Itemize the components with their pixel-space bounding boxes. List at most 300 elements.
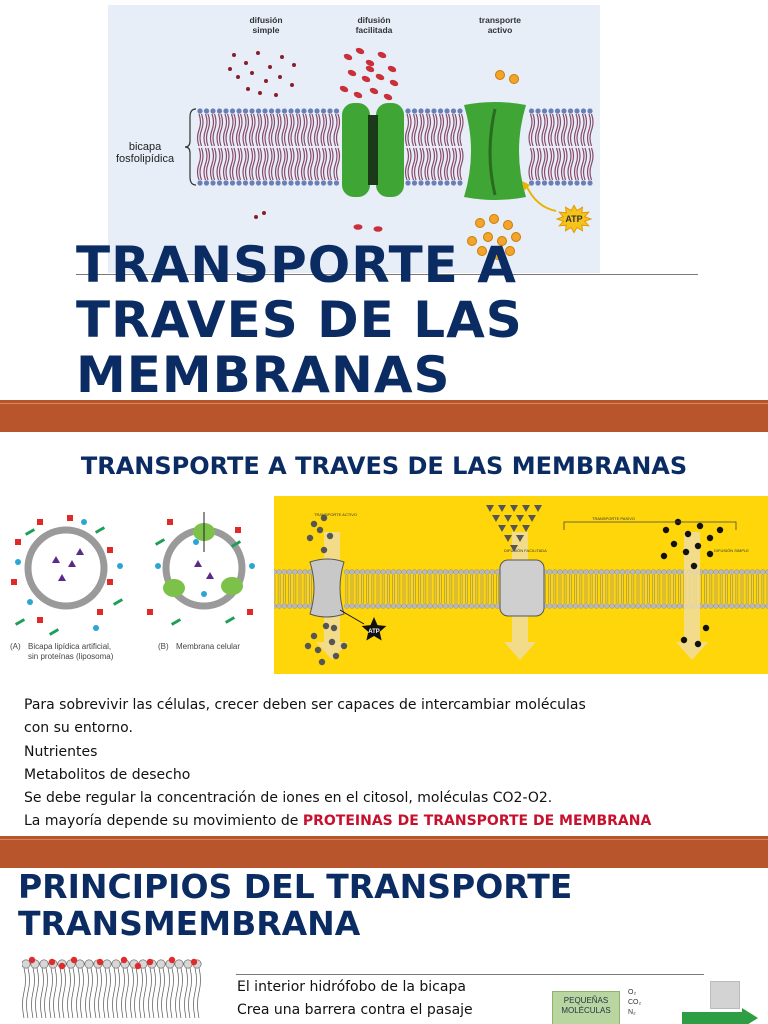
gas-n2: N₂ bbox=[628, 1009, 636, 1016]
lipid-head bbox=[412, 108, 417, 113]
small-molecules-box bbox=[552, 991, 620, 1024]
lipid-head bbox=[714, 604, 719, 609]
lipid-head bbox=[282, 604, 287, 609]
lipid-head bbox=[555, 180, 560, 185]
simple-molecule bbox=[244, 61, 248, 65]
lipid-tail bbox=[167, 968, 174, 1018]
lipid-head bbox=[157, 960, 165, 968]
lipid-tail bbox=[606, 575, 608, 603]
lipid-head bbox=[277, 570, 282, 575]
solute-triangle bbox=[498, 505, 506, 512]
lipid-head bbox=[708, 570, 713, 575]
membrane-transport-figure bbox=[108, 5, 600, 273]
lipid-tail bbox=[278, 575, 280, 603]
lipid-tail bbox=[412, 114, 418, 146]
lipid-tail bbox=[575, 148, 581, 180]
polar-group bbox=[49, 959, 55, 965]
lipid-tail bbox=[104, 968, 111, 1018]
lipid-head bbox=[464, 604, 469, 609]
solute-dot bbox=[717, 527, 723, 533]
facilitated-molecule bbox=[389, 79, 400, 88]
lipid-head bbox=[334, 108, 339, 113]
caption-b-tag: (B) bbox=[158, 642, 169, 651]
lipid-tail bbox=[668, 575, 670, 603]
lipid-tail bbox=[497, 575, 499, 603]
molecule-square bbox=[107, 547, 113, 553]
lipid-head bbox=[386, 604, 391, 609]
lipid-tail bbox=[299, 575, 301, 603]
lipid-tail bbox=[131, 968, 138, 1018]
lipid-tail bbox=[377, 575, 379, 603]
lipid-head bbox=[490, 570, 495, 575]
molecule-bar bbox=[113, 598, 123, 606]
lipid-tail bbox=[351, 575, 353, 603]
lipid-bilayer-thumbnail bbox=[22, 956, 204, 1024]
lipid-tail bbox=[204, 114, 210, 146]
lipid-head bbox=[236, 180, 241, 185]
solute-triangle bbox=[510, 505, 518, 512]
lipid-tail bbox=[140, 968, 147, 1018]
molecule-dot bbox=[81, 519, 87, 525]
lipid-head bbox=[210, 180, 215, 185]
lipid-tail bbox=[403, 575, 405, 603]
solute-triangle bbox=[528, 515, 536, 522]
molecule-bar bbox=[155, 538, 165, 546]
body-line-1: Para sobrevivir las células, crecer deben ser capaces de intercambiar moléculas bbox=[24, 697, 586, 713]
caption-b: Membrana celular bbox=[176, 642, 241, 651]
lipid-head bbox=[287, 604, 292, 609]
lipid-tail bbox=[289, 114, 295, 146]
caption-a bbox=[28, 642, 113, 662]
polar-group bbox=[135, 963, 141, 969]
lipid-tail bbox=[256, 148, 262, 180]
lipid-head bbox=[350, 570, 355, 575]
lipid-tail bbox=[243, 148, 249, 180]
lipid-tail bbox=[217, 114, 223, 146]
lipid-head bbox=[292, 570, 297, 575]
active-molecule bbox=[490, 215, 499, 224]
body-line-6-text: La mayoría depende su movimiento de bbox=[24, 813, 303, 830]
lipid-tail bbox=[308, 114, 314, 146]
solute-dot bbox=[707, 535, 713, 541]
simple-molecule bbox=[236, 75, 240, 79]
facilitated-molecule bbox=[347, 69, 358, 78]
lipid-head bbox=[391, 604, 396, 609]
facilitated-molecule bbox=[355, 47, 366, 56]
lipid-head bbox=[243, 180, 248, 185]
facilitated-molecule bbox=[375, 73, 386, 82]
lipid-head bbox=[22, 960, 30, 968]
slide-3-rule bbox=[236, 974, 704, 975]
lipid-tail bbox=[321, 148, 327, 180]
label-facilitated: DIFUSIÓN FACILITADA bbox=[504, 548, 547, 553]
bracket bbox=[185, 109, 196, 185]
lipid-tail bbox=[406, 114, 412, 146]
lipid-tail bbox=[658, 575, 660, 603]
lipid-head bbox=[760, 570, 765, 575]
lipid-tail bbox=[185, 968, 192, 1018]
lipid-tail bbox=[406, 148, 412, 180]
polar-group bbox=[169, 957, 175, 963]
lipid-tail bbox=[751, 575, 753, 603]
simple-molecule bbox=[228, 67, 232, 71]
lipid-tail bbox=[434, 575, 436, 603]
lipid-head bbox=[175, 960, 183, 968]
slide-2-title: TRANSPORTE A TRAVES DE LAS MEMBRANAS bbox=[80, 452, 688, 480]
lipid-tail bbox=[438, 114, 444, 146]
lipid-tail bbox=[554, 575, 556, 603]
lipid-head bbox=[750, 570, 755, 575]
simple-molecule bbox=[256, 51, 260, 55]
lipid-head bbox=[568, 180, 573, 185]
lipid-head bbox=[740, 570, 745, 575]
polar-group bbox=[147, 959, 153, 965]
lipid-head bbox=[287, 570, 292, 575]
lipid-head bbox=[724, 604, 729, 609]
molecule-bar bbox=[25, 528, 35, 536]
lipid-head bbox=[210, 108, 215, 113]
channel-protein bbox=[500, 560, 544, 616]
polar-group bbox=[59, 963, 65, 969]
lipid-head bbox=[457, 180, 462, 185]
facilitated-molecule bbox=[369, 87, 380, 96]
slide-1 bbox=[0, 0, 768, 400]
lipid-head bbox=[558, 570, 563, 575]
lipid-tail bbox=[663, 575, 665, 603]
lipid-head bbox=[433, 604, 438, 609]
lipid-tail bbox=[590, 575, 592, 603]
polar-group bbox=[29, 957, 35, 963]
lipid-head bbox=[719, 604, 724, 609]
lipid-head bbox=[620, 570, 625, 575]
lipid-head bbox=[402, 570, 407, 575]
lipid-tail bbox=[451, 148, 457, 180]
solute-dot bbox=[661, 553, 667, 559]
lipid-tail bbox=[715, 575, 717, 603]
lipid-head bbox=[418, 108, 423, 113]
lipid-head bbox=[443, 570, 448, 575]
atp-link bbox=[340, 610, 364, 624]
caption-a-line2: sin proteínas (liposoma) bbox=[28, 652, 114, 661]
lipid-head bbox=[301, 108, 306, 113]
slide-3-body bbox=[237, 976, 473, 1022]
label-bilayer-line2: fosfolipídica bbox=[116, 153, 175, 165]
lipid-head bbox=[405, 180, 410, 185]
lipid-head bbox=[344, 570, 349, 575]
lipid-tail bbox=[679, 575, 681, 603]
molecule-square bbox=[235, 527, 241, 533]
lipid-tail bbox=[581, 148, 587, 180]
lipid-tail bbox=[562, 148, 568, 180]
body-line-6 bbox=[24, 810, 744, 833]
lipid-head bbox=[615, 570, 620, 575]
lipid-head bbox=[438, 108, 443, 113]
lipid-tail bbox=[149, 968, 156, 1018]
label-active-transport bbox=[470, 15, 530, 35]
lipid-tail bbox=[621, 575, 623, 603]
slide-separator-1 bbox=[0, 400, 768, 432]
body-line-3: Nutrientes bbox=[24, 743, 98, 760]
grey-molecule-icon bbox=[710, 981, 740, 1009]
lipid-head bbox=[295, 108, 300, 113]
lipid-tail bbox=[211, 148, 217, 180]
lipid-head bbox=[615, 604, 620, 609]
box-line1: PEQUEÑAS bbox=[563, 996, 609, 1005]
facilitated-molecule bbox=[343, 53, 354, 62]
facilitated-molecule bbox=[387, 65, 398, 74]
title3-line-2: TRANSMEMBRANA bbox=[18, 904, 361, 943]
lipid-tail bbox=[295, 148, 301, 180]
lipid-tail bbox=[432, 148, 438, 180]
molecule-bar bbox=[49, 628, 59, 636]
lipid-head bbox=[563, 604, 568, 609]
lipid-tail bbox=[642, 575, 644, 603]
simple-molecule bbox=[280, 55, 284, 59]
liposome-membrane bbox=[28, 530, 104, 606]
lipid-head bbox=[589, 570, 594, 575]
lipid-tail bbox=[460, 575, 462, 603]
lipid-head bbox=[529, 180, 534, 185]
lipid-head bbox=[625, 604, 630, 609]
solute-dot bbox=[681, 637, 687, 643]
molecule-dot bbox=[27, 599, 33, 605]
lipid-head bbox=[480, 570, 485, 575]
lipid-tail bbox=[269, 114, 275, 146]
lipid-head bbox=[547, 604, 552, 609]
slide-2 bbox=[0, 432, 768, 836]
membrane-protein-highlight: PROTEINAS DE TRANSPORTE DE MEMBRANA bbox=[302, 813, 652, 830]
lipid-head bbox=[428, 570, 433, 575]
lipid-tail bbox=[425, 114, 431, 146]
molecule-square bbox=[247, 609, 253, 615]
simple-molecule bbox=[268, 65, 272, 69]
label-active: TRANSPORTE ACTIVO bbox=[314, 512, 358, 517]
solute-dot bbox=[327, 533, 333, 539]
lipid-tail bbox=[269, 148, 275, 180]
lipid-head bbox=[662, 570, 667, 575]
molecule-square bbox=[97, 609, 103, 615]
solute-dot bbox=[311, 521, 317, 527]
lipid-tail bbox=[295, 114, 301, 146]
lipid-head bbox=[443, 604, 448, 609]
lipid-tail bbox=[585, 575, 587, 603]
molecule-square bbox=[107, 579, 113, 585]
solute-triangle bbox=[510, 525, 518, 532]
lipid-head bbox=[308, 180, 313, 185]
lipid-tail bbox=[710, 575, 712, 603]
simple-molecule bbox=[232, 53, 236, 57]
lipid-head bbox=[581, 180, 586, 185]
molecule-triangle bbox=[52, 556, 60, 563]
lipid-head bbox=[405, 108, 410, 113]
lipid-tail bbox=[194, 968, 201, 1018]
lipid-tail bbox=[274, 575, 275, 603]
lipid-tail bbox=[263, 114, 269, 146]
label-simple-line1: difusión bbox=[249, 15, 283, 25]
lipid-head bbox=[344, 604, 349, 609]
lipid-head bbox=[734, 604, 739, 609]
molecule-triangle bbox=[206, 572, 214, 579]
slide-3-title bbox=[18, 868, 758, 942]
lipid-tail bbox=[334, 114, 340, 146]
lipid-head bbox=[417, 604, 422, 609]
lipid-head bbox=[490, 604, 495, 609]
lipid-tail bbox=[346, 575, 348, 603]
solute-dot bbox=[695, 543, 701, 549]
lipid-head bbox=[495, 604, 500, 609]
lipid-head bbox=[724, 570, 729, 575]
simple-molecule bbox=[254, 215, 258, 219]
lipid-tail bbox=[575, 575, 577, 603]
solute-dot bbox=[315, 647, 321, 653]
molecule-dot bbox=[117, 563, 123, 569]
lipid-head bbox=[760, 604, 765, 609]
gas-co2: CO₂ bbox=[628, 999, 642, 1006]
lipid-head bbox=[425, 108, 430, 113]
lipid-head bbox=[636, 570, 641, 575]
lipid-head bbox=[288, 108, 293, 113]
lipid-head bbox=[745, 604, 750, 609]
lipid-head bbox=[438, 604, 443, 609]
lipid-head bbox=[204, 108, 209, 113]
lipid-head bbox=[262, 180, 267, 185]
lipid-tail bbox=[237, 148, 243, 180]
lipid-head bbox=[745, 570, 750, 575]
label-simple: DIFUSIÓN SIMPLE bbox=[714, 548, 749, 553]
lipid-tail bbox=[309, 575, 311, 603]
lipid-head bbox=[223, 108, 228, 113]
molecule-dot bbox=[249, 563, 255, 569]
lipid-head bbox=[391, 570, 396, 575]
lipid-head bbox=[672, 570, 677, 575]
lipid-head bbox=[610, 570, 615, 575]
lipid-head bbox=[277, 604, 282, 609]
lipid-tail bbox=[736, 575, 738, 603]
lipid-tail bbox=[491, 575, 493, 603]
channel-protein-left bbox=[342, 103, 370, 197]
lipid-tail bbox=[429, 575, 431, 603]
lipid-head bbox=[469, 570, 474, 575]
lipid-head bbox=[360, 604, 365, 609]
solute-dot bbox=[305, 643, 311, 649]
lipid-head bbox=[396, 570, 401, 575]
lipid-tail bbox=[445, 575, 447, 603]
lipid-head bbox=[568, 604, 573, 609]
solute-triangle bbox=[504, 535, 512, 542]
lipid-tail bbox=[471, 575, 473, 603]
lipid-head bbox=[262, 108, 267, 113]
lipid-head bbox=[396, 604, 401, 609]
solute-dot bbox=[685, 531, 691, 537]
lipid-head bbox=[574, 180, 579, 185]
lipid-head bbox=[197, 180, 202, 185]
label-passive: TRANSPORTE PASIVO bbox=[592, 516, 635, 521]
channel-protein-right bbox=[376, 103, 404, 197]
lipid-tail bbox=[408, 575, 410, 603]
solute-dot bbox=[683, 549, 689, 555]
lipid-head bbox=[269, 108, 274, 113]
lipid-head bbox=[355, 570, 360, 575]
body-line-4: Metabolitos de desecho bbox=[24, 766, 191, 783]
molecule-dot bbox=[155, 563, 161, 569]
lipid-head bbox=[552, 570, 557, 575]
body-line-5: Se debe regular la concentración de iones en el citosol, moléculas CO2-O2. bbox=[24, 790, 553, 807]
solute-dot bbox=[671, 541, 677, 547]
lipid-head bbox=[425, 180, 430, 185]
lipid-head bbox=[485, 570, 490, 575]
lipid-head bbox=[573, 570, 578, 575]
lipid-head bbox=[282, 570, 287, 575]
lipid-head bbox=[282, 180, 287, 185]
lipid-head bbox=[563, 570, 568, 575]
lipid-tail bbox=[32, 968, 39, 1018]
lipid-head bbox=[407, 570, 412, 575]
lipid-head bbox=[314, 108, 319, 113]
polar-group bbox=[97, 959, 103, 965]
lipid-head bbox=[459, 570, 464, 575]
lipid-head bbox=[651, 604, 656, 609]
lipid-head bbox=[662, 604, 667, 609]
lipid-tail bbox=[486, 575, 488, 603]
lipid-head bbox=[444, 180, 449, 185]
lipid-head bbox=[561, 180, 566, 185]
lipid-head bbox=[750, 604, 755, 609]
lipid-tail bbox=[451, 114, 457, 146]
lipid-tail bbox=[568, 148, 574, 180]
lipid-tail bbox=[616, 575, 618, 603]
lipid-tail bbox=[282, 114, 288, 146]
lipid-head bbox=[184, 960, 192, 968]
lipid-head bbox=[584, 570, 589, 575]
lipid-tail bbox=[455, 575, 457, 603]
lipid-head bbox=[542, 180, 547, 185]
molecule-square bbox=[67, 515, 73, 521]
lipid-tail bbox=[294, 575, 296, 603]
molecule-square bbox=[167, 519, 173, 525]
lipid-head bbox=[236, 108, 241, 113]
lipid-head bbox=[547, 570, 552, 575]
lipid-head bbox=[574, 108, 579, 113]
lipid-tail bbox=[595, 575, 597, 603]
lipid-tail bbox=[41, 968, 48, 1018]
solute-dot bbox=[331, 625, 337, 631]
lipid-head bbox=[269, 180, 274, 185]
lipid-tail bbox=[653, 575, 655, 603]
lipid-head bbox=[381, 570, 386, 575]
lipid-tail bbox=[542, 148, 548, 180]
lipid-tail bbox=[176, 968, 183, 1018]
lipid-head bbox=[667, 604, 672, 609]
solute-dot bbox=[333, 653, 339, 659]
lipid-tail bbox=[555, 114, 561, 146]
lipid-head bbox=[197, 108, 202, 113]
label-simple-line2: simple bbox=[252, 25, 280, 35]
lipid-head bbox=[599, 570, 604, 575]
lipid-head bbox=[407, 604, 412, 609]
lipid-head bbox=[308, 108, 313, 113]
lipid-tail bbox=[632, 575, 634, 603]
lipid-head bbox=[568, 108, 573, 113]
lipid-tail bbox=[367, 575, 369, 603]
lipid-tail bbox=[387, 575, 389, 603]
solute-dot bbox=[311, 633, 317, 639]
lipid-head bbox=[594, 570, 599, 575]
body3-line-2: Crea una barrera contra el pasaje bbox=[237, 1002, 473, 1018]
lipid-head bbox=[448, 570, 453, 575]
lipid-head bbox=[589, 604, 594, 609]
lipid-head bbox=[542, 108, 547, 113]
lipid-head bbox=[298, 604, 303, 609]
